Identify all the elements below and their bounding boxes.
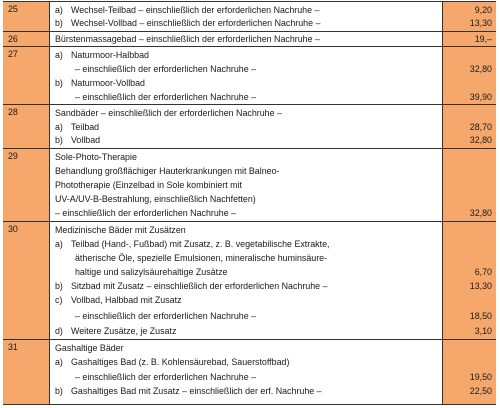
table-row [3,47,496,105]
item-text: Naturmoor-Vollbad [71,78,145,88]
item-price: 9,20 [474,5,492,15]
item-number: 26 [3,32,50,46]
item-price: 13,30 [469,18,492,28]
table-row [3,149,496,222]
item-description [50,149,443,221]
item-number: 27 [3,47,50,104]
item-description [50,222,443,339]
item-text: – einschließlich der erforderlichen Nachruhe – [75,311,257,321]
item-price-column [443,105,496,148]
item-text: – einschließlich der erforderlichen Nachruhe – [55,208,237,218]
item-marker: c) [55,295,63,305]
item-description [50,32,443,46]
item-text: Vollbad [71,135,101,145]
item-text: Sitzbad mit Zusatz – einschließlich der erforderlichen Nachruhe – [71,281,328,291]
item-price: 18,50 [469,311,492,321]
item-text: Gashaltiges Bad mit Zusatz – einschließlich der erf. Nachruhe – [71,386,322,396]
item-price-column [443,32,496,46]
item-price: 22,50 [469,386,492,396]
item-marker: a) [55,5,63,15]
item-price: 28,70 [469,122,492,132]
item-marker: a) [55,357,63,367]
item-text: Behandlung großflächiger Hauterkrankungen mit Balneo- [55,166,280,176]
item-price-column [443,47,496,104]
item-text: Teilbad (Hand-, Fußbad) mit Zusatz, z. B. vegetabilische Extrakte, [71,239,330,249]
item-text: – einschließlich der erforderlichen Nachruhe – [75,92,257,102]
item-marker: a) [55,122,63,132]
item-price-column [443,2,496,31]
item-price-column [443,149,496,221]
item-text: haltige und salizylsäurehaltige Zusätze [75,267,228,277]
item-text: Phototherapie (Einzelbad in Sole kombiniert mit [55,180,242,190]
item-text: Sole-Photo-Therapie [55,152,137,162]
table-row [3,222,496,340]
item-text: Naturmoor-Halbbad [71,50,149,60]
item-price-column [443,340,496,404]
item-description [50,47,443,104]
item-description [50,2,443,31]
item-text: Sandbäder – einschließlich der erforderlichen Nachruhe – [55,108,282,118]
item-marker: d) [55,326,63,336]
item-text: Wechsel-Vollbad – einschließlich der erforderlichen Nachruhe – [71,18,321,28]
item-text: Teilbad [71,122,100,132]
item-description [50,105,443,148]
item-number: 25 [3,2,50,31]
item-text: ätherische Öle, spezielle Emulsionen, mineralische huminsäure- [75,253,328,263]
item-marker: b) [55,386,63,396]
table-row [3,105,496,149]
item-text: Bürstenmassagebad – einschließlich der erforderlichen Nachruhe – [55,34,320,44]
table-row [3,2,496,32]
table-row [3,340,496,404]
item-text: Weitere Zusätze, je Zusatz [71,326,177,336]
item-price: 39,90 [469,92,492,102]
item-text: Medizinische Bäder mit Zusätzen [55,225,186,235]
item-number: 29 [3,149,50,221]
item-price: 6,70 [474,267,492,277]
item-text: – einschließlich der erforderlichen Nachruhe – [75,372,257,382]
item-price-column [443,222,496,339]
item-number: 31 [3,340,50,404]
item-text: Wechsel-Teilbad – einschließlich der erforderlichen Nachruhe – [71,5,320,15]
item-marker: b) [55,281,63,291]
item-marker: a) [55,239,63,249]
item-price: 3,10 [474,326,492,336]
item-text: Gashaltiges Bad (z. B. Kohlensäurebad, Sauerstoffbad) [71,357,290,367]
item-price: 19,– [474,34,492,44]
item-price: 32,80 [469,135,492,145]
table-row [3,32,496,47]
item-text: Gashaltige Bäder [55,343,124,353]
item-text: – einschließlich der erforderlichen Nachruhe – [75,64,257,74]
item-description [50,340,443,404]
item-number: 28 [3,105,50,148]
item-text: Vollbad, Halbbad mit Zusatz [71,295,182,305]
item-marker: a) [55,50,63,60]
item-price: 13,30 [469,281,492,291]
item-text: UV-A/UV-B-Bestrahlung, einschließlich Nachfetten) [55,194,256,204]
item-price: 32,80 [469,208,492,218]
item-marker: b) [55,135,63,145]
item-price: 32,80 [469,64,492,74]
item-price: 19,50 [469,372,492,382]
item-marker: b) [55,78,63,88]
price-table [3,1,496,405]
item-number: 30 [3,222,50,339]
item-marker: b) [55,18,63,28]
